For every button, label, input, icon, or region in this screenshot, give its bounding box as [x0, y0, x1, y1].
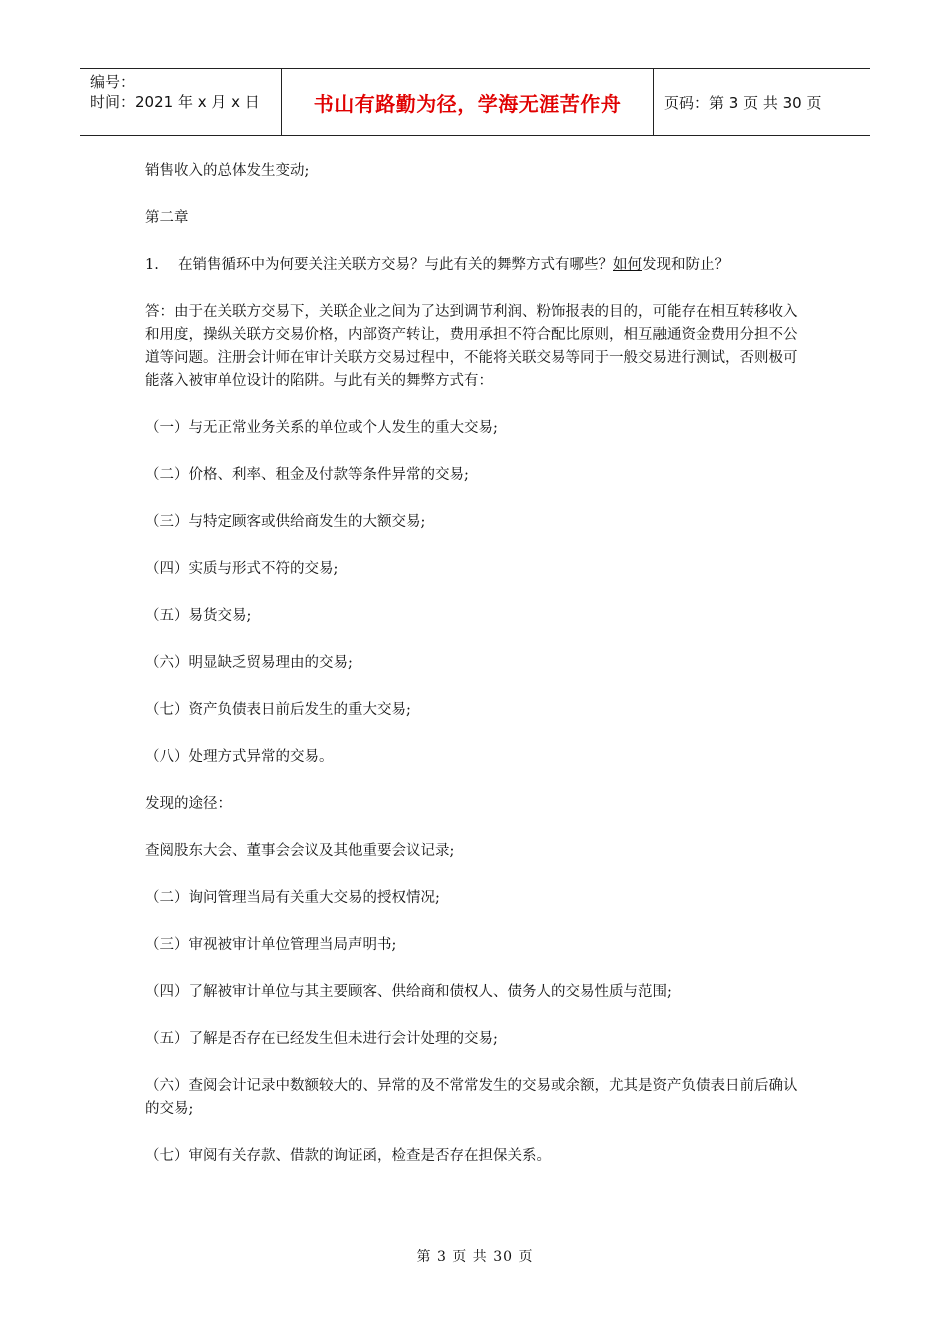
page-footer: 第 3 页 共 30 页	[416, 1249, 534, 1265]
fraud-item: （一）与无正常业务关系的单位或个人发生的重大交易;	[145, 420, 498, 436]
question-number: 1.	[145, 257, 159, 273]
chapter-heading: 第二章	[145, 210, 189, 226]
header-page-code: 页码：第 3 页 共 30 页	[664, 93, 822, 112]
document-date: 时间：2021 年 x 月 x 日	[90, 93, 260, 111]
fraud-item: （二）价格、利率、租金及付款等条件异常的交易;	[145, 467, 469, 483]
question-text-post: 发现和防止？	[642, 257, 729, 273]
discovery-item: （二）询问管理当局有关重大交易的授权情况;	[145, 890, 440, 906]
fraud-item: （六）明显缺乏贸易理由的交易;	[145, 655, 353, 671]
discovery-item: （六）查阅会计记录中数额较大的、异常的及不常常发生的交易或余额，尤其是资产负债表日前后确认的交易;	[145, 1078, 798, 1117]
discovery-item: （三）审视被审计单位管理当局声明书;	[145, 937, 397, 953]
discovery-item: （四）了解被审计单位与其主要顾客、供给商和债权人、债务人的交易性质与范围;	[145, 984, 672, 1000]
header-meta	[80, 69, 282, 135]
page-header	[80, 68, 870, 136]
fraud-item: （三）与特定顾客或供给商发生的大额交易;	[145, 514, 426, 530]
answer-paragraph: 答：由于在关联方交易下，关联企业之间为了达到调节利润、粉饰报表的目的，可能存在相互转移收入和用度，操纵关联方交易价格，内部资产转让，费用承担不符合配比原则，相互融通资金费用分担不公道等问题。注册会计师在审计关联方交易过程中，不能将关联交易等同于一般交易进行测试，否则极可能落入被审单位设计的陷阱。与此有关的舞弊方式有：	[145, 304, 798, 389]
fraud-item: （四）实质与形式不符的交易;	[145, 561, 339, 577]
fraud-item: （八）处理方式异常的交易。	[145, 749, 334, 765]
question-underlined-text: 如何	[613, 257, 642, 273]
discovery-heading: 发现的途径：	[145, 796, 232, 812]
discovery-item: （五）了解是否存在已经发生但未进行会计处理的交易;	[145, 1031, 498, 1047]
previous-line: 销售收入的总体发生变动;	[145, 163, 310, 179]
document-number-label: 编号：	[90, 73, 136, 91]
header-motto: 书山有路勤为径，学海无涯苦作舟	[282, 69, 654, 135]
document-body	[145, 160, 810, 1192]
discovery-item: （七）审阅有关存款、借款的询证函，检查是否存在担保关系。	[145, 1148, 551, 1164]
question-text-pre: 在销售循环中为何要关注关联方交易？与此有关的舞弊方式有哪些？	[178, 257, 613, 273]
question	[145, 254, 810, 277]
discovery-item: 查阅股东大会、董事会会议及其他重要会议记录;	[145, 843, 455, 859]
fraud-item: （五）易货交易;	[145, 608, 252, 624]
fraud-item: （七）资产负债表日前后发生的重大交易;	[145, 702, 411, 718]
